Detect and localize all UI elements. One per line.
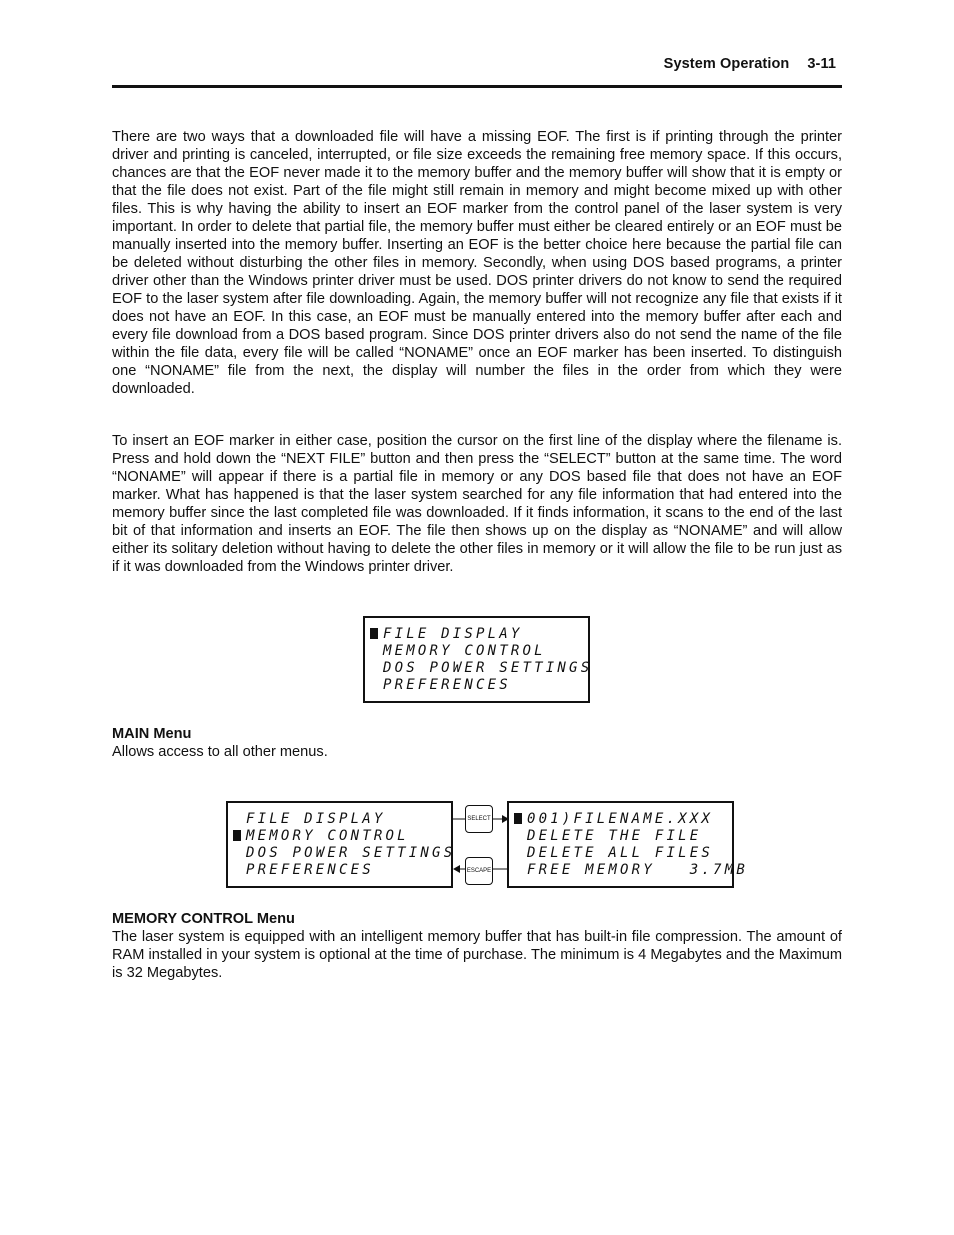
page-number: 3-11: [807, 56, 836, 72]
cursor-block-icon: [233, 830, 241, 841]
lcd-line: DELETE THE FILE: [527, 828, 702, 844]
cursor-block-icon: [514, 813, 522, 824]
lcd-line: PREFERENCES: [246, 862, 374, 878]
lcd-line: MEMORY CONTROL: [383, 643, 546, 659]
page-header: [664, 56, 836, 72]
header-rule: [112, 85, 842, 88]
lcd-line: DELETE ALL FILES: [527, 845, 714, 861]
body-paragraph-2: To insert an EOF marker in either case, position the cursor on the first line of the display where the filename is. Press and hold down the “NEXT FILE” button and then press the “SELECT” button at the same time. The word “NONAME” will appear if there is a partial file in memory or any DOS based file that does not have an EOF marker. What has happened is that the laser system searched for any file information that had entered into the memory buffer since the last completed file was downloaded. If it finds information, it scans to the end of the last bit of that information and inserts an EOF. The file then shows up on the display as “NONAME” and will allow either its solitary deletion without having to delete the other files in memory or it will allow the file to be run just as if it was downloaded from the Windows printer driver.: [112, 433, 842, 575]
lcd-line: DOS POWER SETTINGS: [246, 845, 456, 861]
select-button: SELECT: [465, 805, 493, 833]
lcd-line: PREFERENCES: [383, 677, 511, 693]
lcd-line: 001)FILENAME.XXX: [514, 811, 713, 828]
main-menu-display: [363, 616, 593, 703]
memory-right-display: [507, 801, 748, 888]
memory-menu-description: The laser system is equipped with an intelligent memory buffer that has built-in file compression. The amount of RAM installed in your system is optional at the time of purchase. The minimum is 4 Megabytes and the Maximum is 32 Megabytes.: [112, 929, 842, 981]
diagram-arrows: [452, 812, 510, 876]
arrow-left-icon: [453, 865, 460, 873]
lcd-line: FILE DISPLAY: [370, 626, 523, 643]
cursor-block-icon: [370, 628, 378, 639]
main-menu-title: MAIN Menu: [112, 726, 192, 742]
body-paragraph-1: There are two ways that a downloaded file will have a missing EOF. The first is if printing through the printer driver and printing is canceled, interrupted, or file size exceeds the remaining free memory space. If this occurs, chances are that the EOF never made it to the memory buffer and the memory buffer will show that it is empty or that the file does not exist. Part of the file might still remain in memory and might become mixed up with other files. This is why having the ability to insert an EOF marker from the control panel of the laser system is very important. In order to delete that partial file, the memory buffer must either be cleared entirely or an EOF must be manually inserted into the memory buffer. Inserting an EOF is the better choice here because the partial file can be deleted without disturbing the other files in memory. Secondly, when using DOS based programs, a printer driver other than the Windows printer driver must be used. DOS printer drivers do not know to send the required EOF to the laser system after file downloading. Again, the memory buffer will not recognize any file that exists if it does not have an EOF. In this case, an EOF must be manually entered into the memory buffer after each and every file download from a DOS based program. Since DOS printer drivers also do not send the name of the file within the file data, every file will be called “NONAME” once an EOF marker has been inserted. To distinguish one “NONAME” file from the next, the display will number the files in the order from which they were downloaded.: [112, 129, 842, 397]
memory-left-display: [226, 801, 456, 888]
memory-menu-title: MEMORY CONTROL Menu: [112, 911, 295, 927]
main-menu-description: Allows access to all other menus.: [112, 744, 328, 760]
lcd-line: MEMORY CONTROL: [233, 828, 409, 845]
escape-button: ESCAPE: [465, 857, 493, 885]
lcd-line: FREE MEMORY 3.7MB: [527, 862, 748, 878]
lcd-line: FILE DISPLAY: [246, 811, 386, 827]
header-section: System Operation: [663, 56, 790, 72]
lcd-line: DOS POWER SETTINGS: [383, 660, 593, 676]
